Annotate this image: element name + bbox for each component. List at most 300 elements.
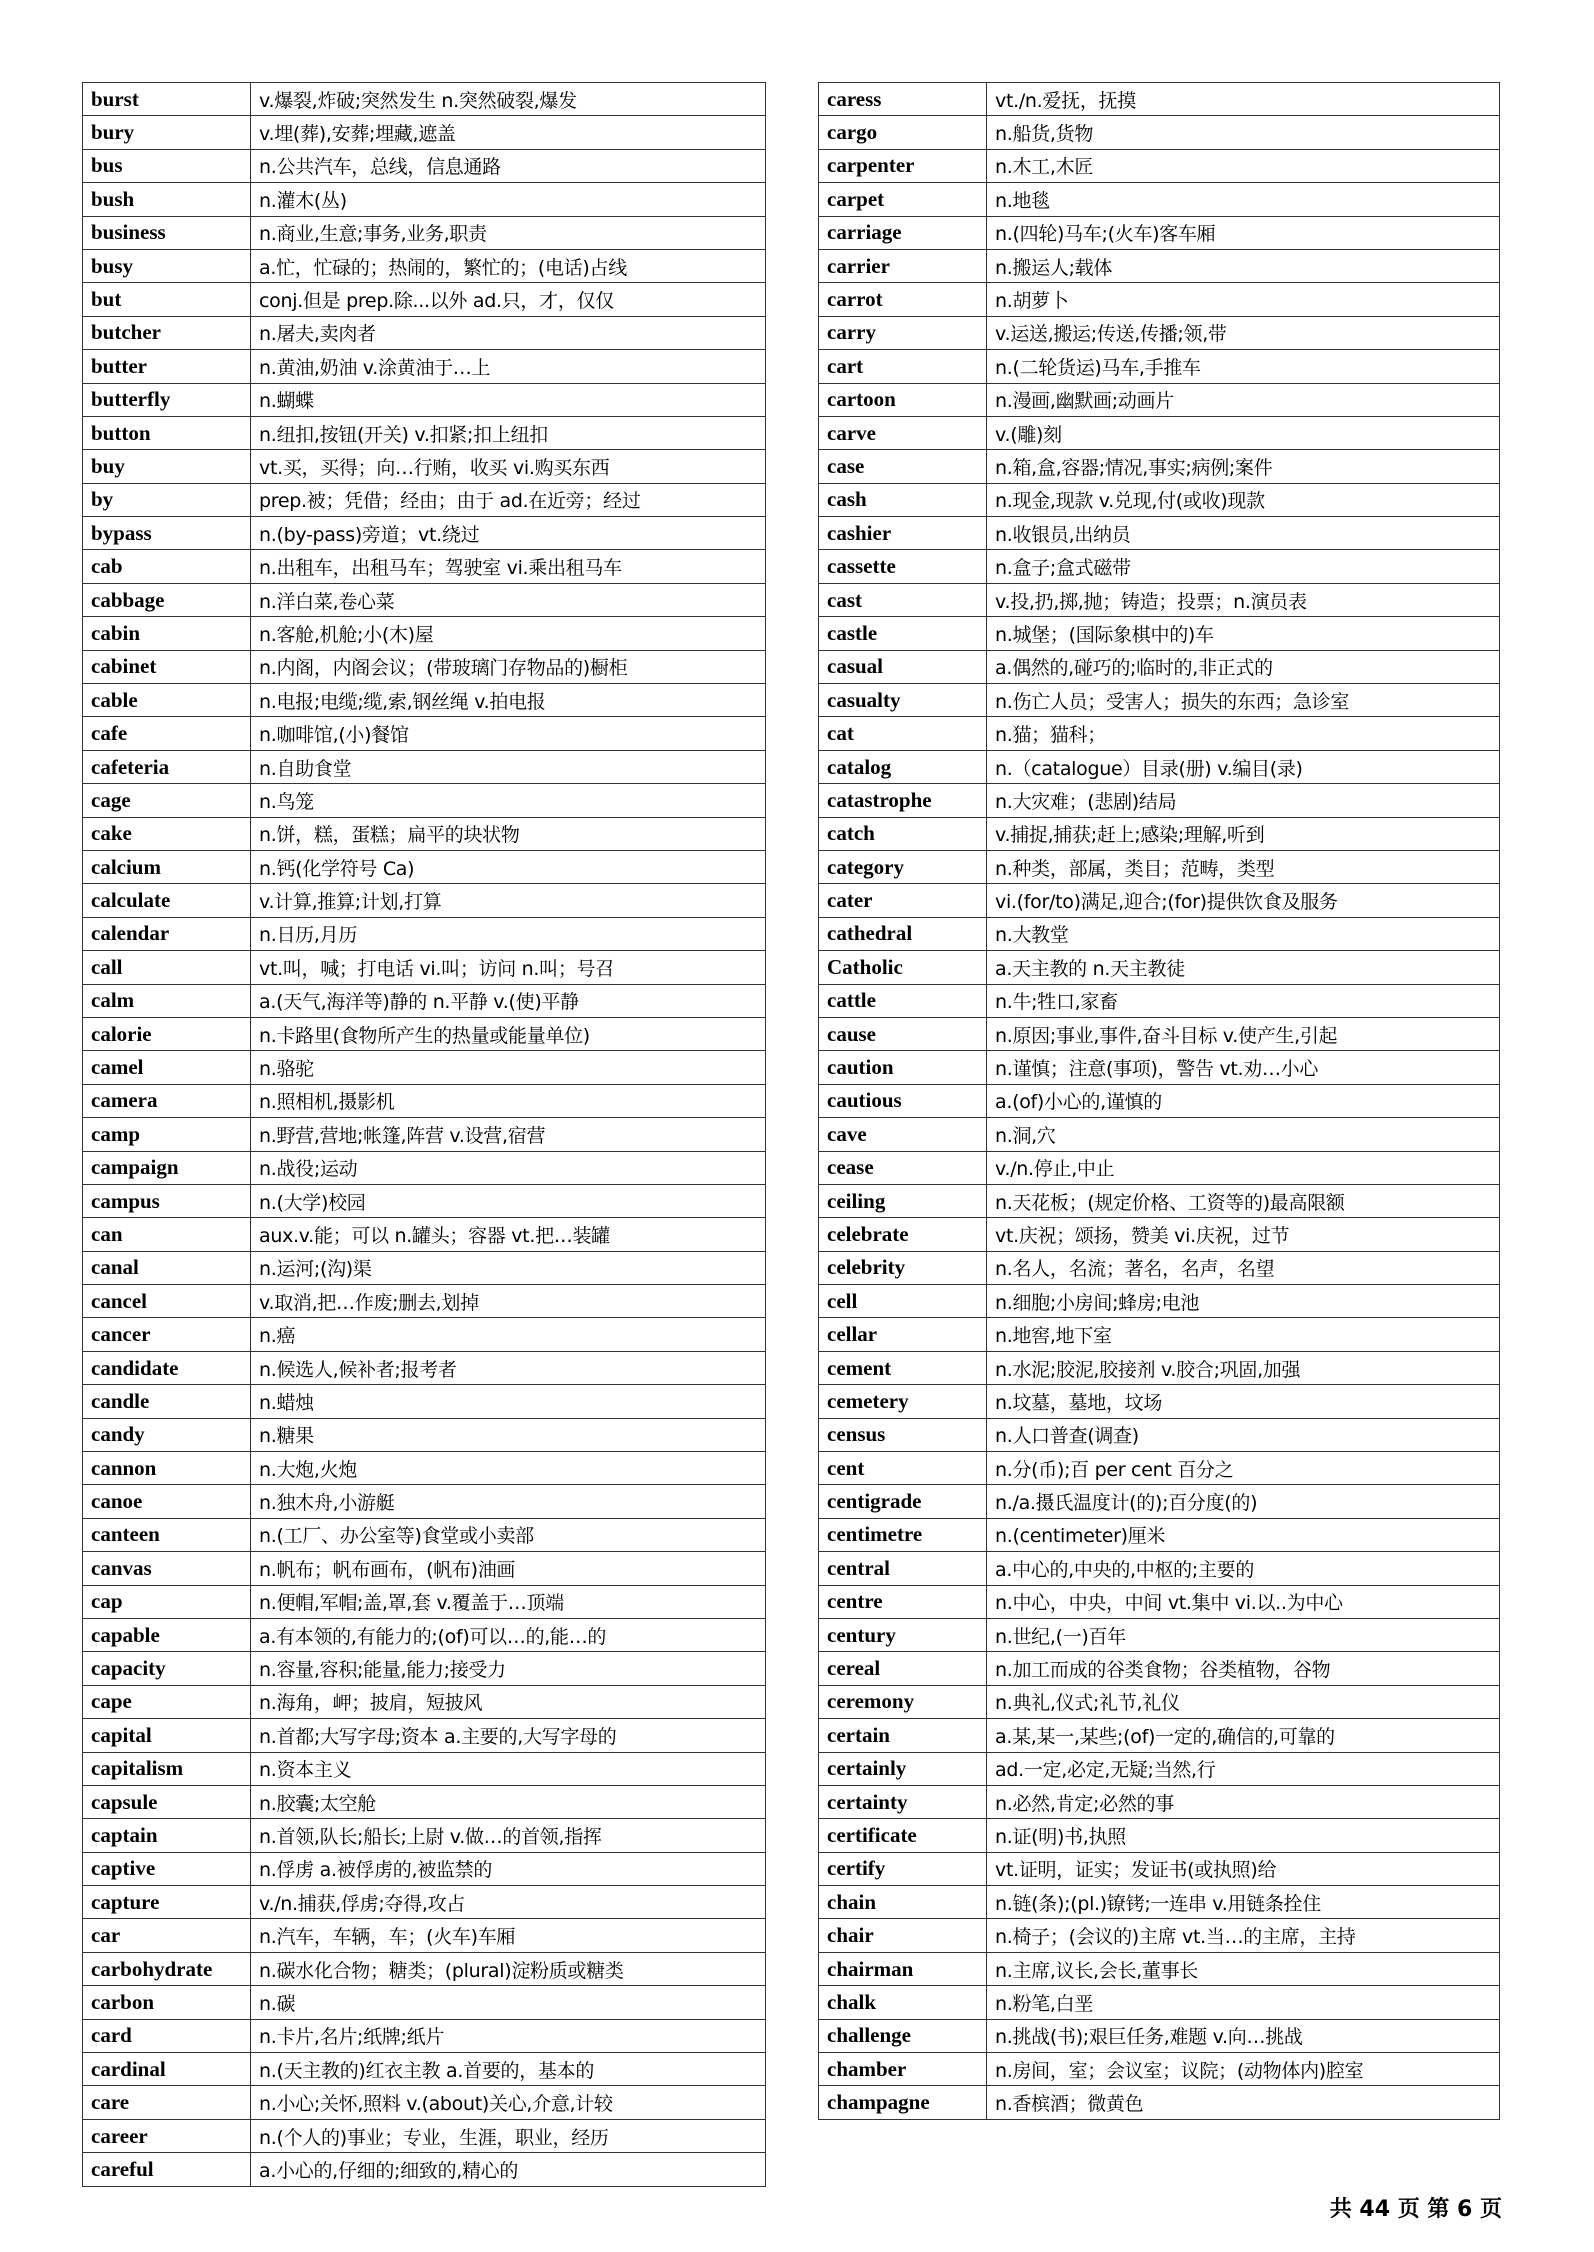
vocab-definition: n.俘虏 a.被俘虏的,被监禁的 (251, 1852, 766, 1885)
vocab-definition: n.（catalogue）目录(册) v.编目(录) (987, 750, 1500, 783)
vocab-definition: aux.v.能；可以 n.罐头；容器 vt.把…装罐 (251, 1218, 766, 1251)
vocab-row (819, 149, 1500, 182)
vocab-row (83, 1986, 766, 2019)
vocab-row (819, 1418, 1500, 1451)
vocab-word: caution (819, 1051, 987, 1084)
vocab-definition: n.人口普查(调查) (987, 1418, 1500, 1451)
vocab-word: cease (819, 1151, 987, 1184)
vocab-word: capable (83, 1618, 251, 1651)
vocab-definition: n.证(明)书,执照 (987, 1819, 1500, 1852)
vocab-word: buy (83, 450, 251, 483)
vocab-definition: n./a.摄氏温度计(的);百分度(的) (987, 1485, 1500, 1518)
vocab-definition: n.漫画,幽默画;动画片 (987, 383, 1500, 416)
vocab-row (819, 1685, 1500, 1718)
vocab-definition: n.(by-pass)旁道；vt.绕过 (251, 517, 766, 550)
vocab-row (819, 316, 1500, 349)
vocab-row (83, 1819, 766, 1852)
vocab-row (83, 1618, 766, 1651)
vocab-word: capture (83, 1886, 251, 1919)
vocab-word: bypass (83, 517, 251, 550)
vocab-row (819, 1485, 1500, 1518)
vocab-row (819, 1351, 1500, 1384)
vocab-row (83, 1719, 766, 1752)
vocab-word: cafeteria (83, 750, 251, 783)
vocab-word: centre (819, 1585, 987, 1618)
vocab-word: certify (819, 1852, 987, 1885)
vocab-row (819, 583, 1500, 616)
vocab-word: cathedral (819, 917, 987, 950)
vocab-row (819, 1952, 1500, 1985)
vocab-definition: n.名人，名流；著名，名声，名望 (987, 1251, 1500, 1284)
vocab-definition: n.(个人的)事业；专业，生涯，职业，经历 (251, 2119, 766, 2152)
vocab-row (819, 1986, 1500, 2019)
vocab-row (819, 416, 1500, 449)
vocab-word: chairman (819, 1952, 987, 1985)
vocab-word: cashier (819, 517, 987, 550)
vocab-definition: n.汽车，车辆，车；(火车)车厢 (251, 1919, 766, 1952)
vocab-definition: n.必然,肯定;必然的事 (987, 1785, 1500, 1818)
vocab-row (819, 750, 1500, 783)
vocab-definition: n.照相机,摄影机 (251, 1084, 766, 1117)
vocab-word: catalog (819, 750, 987, 783)
vocab-row (819, 1886, 1500, 1919)
vocab-word: bush (83, 183, 251, 216)
vocab-definition: n.候选人,候补者;报考者 (251, 1351, 766, 1384)
vocab-row (819, 1452, 1500, 1485)
vocab-definition: a.天主教的 n.天主教徒 (987, 951, 1500, 984)
vocab-word: campaign (83, 1151, 251, 1184)
vocab-word: card (83, 2019, 251, 2052)
vocab-row (83, 784, 766, 817)
vocab-row (819, 984, 1500, 1017)
vocab-definition: n.碳水化合物；糖类；(plural)淀粉质或糖类 (251, 1952, 766, 1985)
vocab-row (83, 350, 766, 383)
vocab-definition: v./n.停止,中止 (987, 1151, 1500, 1184)
vocab-row (83, 1151, 766, 1184)
vocab-definition: vi.(for/to)满足,迎合;(for)提供饮食及服务 (987, 884, 1500, 917)
vocab-word: carbon (83, 1986, 251, 2019)
vocab-row (819, 1852, 1500, 1885)
vocab-word: cart (819, 350, 987, 383)
vocab-word: bus (83, 149, 251, 182)
vocab-row (83, 1017, 766, 1050)
vocab-word: category (819, 850, 987, 883)
vocab-definition: n.日历,月历 (251, 917, 766, 950)
vocab-row (819, 1285, 1500, 1318)
vocab-definition: vt.证明，证实；发证书(或执照)给 (987, 1852, 1500, 1885)
vocab-word: care (83, 2086, 251, 2119)
vocab-definition: n.卡片,名片;纸牌;纸片 (251, 2019, 766, 2052)
vocab-row (83, 817, 766, 850)
vocab-definition: n.运河;(沟)渠 (251, 1251, 766, 1284)
vocab-definition: n.商业,生意;事务,业务,职责 (251, 216, 766, 249)
vocab-row (819, 2086, 1500, 2119)
vocab-word: cause (819, 1017, 987, 1050)
vocab-definition: n.胡萝卜 (987, 283, 1500, 316)
vocab-row (83, 517, 766, 550)
vocab-row (83, 1852, 766, 1885)
vocab-definition: v.取消,把…作废;删去,划掉 (251, 1285, 766, 1318)
vocab-word: burst (83, 83, 251, 116)
vocab-word: capital (83, 1719, 251, 1752)
vocab-row (83, 216, 766, 249)
vocab-definition: n.胶囊;太空舱 (251, 1785, 766, 1818)
vocab-definition: n.加工而成的谷类食物；谷类植物，谷物 (987, 1652, 1500, 1685)
vocab-word: chalk (819, 1986, 987, 2019)
vocab-definition: v.运送,搬运;传送,传播;领,带 (987, 316, 1500, 349)
vocab-row (819, 1251, 1500, 1284)
vocab-row (819, 617, 1500, 650)
page-number: 共 44 页 第 6 页 (1329, 2197, 1502, 2222)
vocab-definition: n.纽扣,按钮(开关) v.扣紧;扣上纽扣 (251, 416, 766, 449)
vocab-row (819, 183, 1500, 216)
vocab-row (819, 450, 1500, 483)
vocab-definition: v.捕捉,捕获;赶上;感染;理解,听到 (987, 817, 1500, 850)
vocab-word: business (83, 216, 251, 249)
vocab-row (819, 917, 1500, 950)
vocab-word: call (83, 951, 251, 984)
vocab-row (819, 2019, 1500, 2052)
vocab-definition: n.(大学)校园 (251, 1184, 766, 1217)
vocab-row (819, 2053, 1500, 2086)
vocab-definition: n.世纪,(一)百年 (987, 1618, 1500, 1651)
vocab-definition: n.首领,队长;船长;上尉 v.做…的首领,指挥 (251, 1819, 766, 1852)
vocab-word: butcher (83, 316, 251, 349)
vocab-word: celebrity (819, 1251, 987, 1284)
vocab-definition: n.容量,容积;能量,能力;接受力 (251, 1652, 766, 1685)
vocab-definition: n.碳 (251, 1986, 766, 2019)
vocab-row (819, 550, 1500, 583)
vocab-row (83, 1418, 766, 1451)
vocab-definition: v./n.捕获,俘虏;夺得,攻占 (251, 1886, 766, 1919)
vocab-word: caress (819, 83, 987, 116)
vocab-definition: n.船货,货物 (987, 116, 1500, 149)
vocab-word: carpet (819, 183, 987, 216)
vocab-word: butterfly (83, 383, 251, 416)
vocab-word: capitalism (83, 1752, 251, 1785)
vocab-definition: n.细胞;小房间;蜂房;电池 (987, 1285, 1500, 1318)
vocab-word: carrot (819, 283, 987, 316)
vocab-row (83, 550, 766, 583)
vocab-row (83, 1452, 766, 1485)
vocab-row (819, 1051, 1500, 1084)
vocab-row (819, 1518, 1500, 1551)
vocab-row (819, 784, 1500, 817)
vocab-word: certainty (819, 1785, 987, 1818)
vocab-row (819, 1819, 1500, 1852)
vocab-definition: n.内阁，内阁会议；(带玻璃门存物品的)橱柜 (251, 650, 766, 683)
vocab-row (819, 1752, 1500, 1785)
vocab-row (83, 1184, 766, 1217)
vocab-row (819, 884, 1500, 917)
vocab-word: capsule (83, 1785, 251, 1818)
vocab-definition: n.资本主义 (251, 1752, 766, 1785)
vocab-word: cartoon (819, 383, 987, 416)
vocab-row (83, 1886, 766, 1919)
vocab-definition: a.(天气,海洋等)静的 n.平静 v.(使)平静 (251, 984, 766, 1017)
vocab-word: Catholic (819, 951, 987, 984)
vocab-definition: n.自助食堂 (251, 750, 766, 783)
vocab-definition: vt.叫，喊；打电话 vi.叫；访问 n.叫；号召 (251, 951, 766, 984)
vocab-row (819, 249, 1500, 282)
vocab-row (83, 717, 766, 750)
vocab-word: cabinet (83, 650, 251, 683)
vocab-word: cardinal (83, 2053, 251, 2086)
vocab-word: challenge (819, 2019, 987, 2052)
vocab-definition: n.木工,木匠 (987, 149, 1500, 182)
vocab-definition: a.偶然的,碰巧的;临时的,非正式的 (987, 650, 1500, 683)
vocab-table-left (82, 82, 766, 2187)
vocab-word: ceiling (819, 1184, 987, 1217)
vocab-definition: n.城堡；(国际象棋中的)车 (987, 617, 1500, 650)
vocab-definition: vt./n.爱抚，抚摸 (987, 83, 1500, 116)
vocab-word: cent (819, 1452, 987, 1485)
vocab-definition: n.主席,议长,会长,董事长 (987, 1952, 1500, 1985)
vocab-definition: a.(of)小心的,谨慎的 (987, 1084, 1500, 1117)
vocab-definition: a.某,某一,某些;(of)一定的,确信的,可靠的 (987, 1719, 1500, 1752)
vocab-word: by (83, 483, 251, 516)
vocab-definition: n.猫；猫科； (987, 717, 1500, 750)
vocab-definition: n.客舱,机舱;小(木)屋 (251, 617, 766, 650)
vocab-row (83, 850, 766, 883)
vocab-row (83, 917, 766, 950)
vocab-definition: n.盒子;盒式磁带 (987, 550, 1500, 583)
vocab-word: century (819, 1618, 987, 1651)
vocab-row (83, 650, 766, 683)
vocab-row (819, 1184, 1500, 1217)
vocab-word: canal (83, 1251, 251, 1284)
vocab-word: ceremony (819, 1685, 987, 1718)
vocab-row (819, 1552, 1500, 1585)
vocab-row (83, 283, 766, 316)
vocab-row (83, 1118, 766, 1151)
vocab-definition: v.埋(葬),安葬;埋藏,遮盖 (251, 116, 766, 149)
vocab-row (83, 1919, 766, 1952)
vocab-word: cell (819, 1285, 987, 1318)
vocab-row (819, 483, 1500, 516)
vocab-row (819, 817, 1500, 850)
vocab-definition: n.灌木(丛) (251, 183, 766, 216)
vocab-row (83, 1952, 766, 1985)
vocab-row (819, 216, 1500, 249)
vocab-word: cab (83, 550, 251, 583)
vocab-word: cautious (819, 1084, 987, 1117)
vocab-word: certificate (819, 1819, 987, 1852)
vocab-definition: n.典礼,仪式;礼节,礼仪 (987, 1685, 1500, 1718)
vocab-definition: n.箱,盒,容器;情况,事实;病例;案件 (987, 450, 1500, 483)
vocab-definition: n.黄油,奶油 v.涂黄油于…上 (251, 350, 766, 383)
vocab-definition: n.帆布；帆布画布，(帆布)油画 (251, 1552, 766, 1585)
vocab-row (819, 684, 1500, 717)
vocab-row (819, 717, 1500, 750)
vocab-definition: n.牛;牲口,家畜 (987, 984, 1500, 1017)
vocab-definition: a.有本领的,有能力的;(of)可以…的,能…的 (251, 1618, 766, 1651)
vocab-word: certain (819, 1719, 987, 1752)
vocab-definition: ad.一定,必定,无疑;当然,行 (987, 1752, 1500, 1785)
vocab-word: carpenter (819, 149, 987, 182)
vocab-word: cafe (83, 717, 251, 750)
vocab-row (83, 1218, 766, 1251)
vocab-word: campus (83, 1184, 251, 1217)
vocab-definition: n.野营,营地;帐篷,阵营 v.设营,宿营 (251, 1118, 766, 1151)
vocab-definition: n.水泥;胶泥,胶接剂 v.胶合;巩固,加强 (987, 1351, 1500, 1384)
vocab-definition: n.椅子；(会议的)主席 vt.当…的主席，主持 (987, 1919, 1500, 1952)
vocab-definition: n.(二轮货运)马车,手推车 (987, 350, 1500, 383)
vocab-word: cereal (819, 1652, 987, 1685)
vocab-definition: conj.但是 prep.除...以外 ad.只，才，仅仅 (251, 283, 766, 316)
vocab-definition: n.天花板；(规定价格、工资等的)最高限额 (987, 1184, 1500, 1217)
vocab-definition: n.原因;事业,事件,奋斗目标 v.使产生,引起 (987, 1017, 1500, 1050)
vocab-definition: n.地毯 (987, 183, 1500, 216)
vocab-row (819, 1618, 1500, 1651)
vocab-word: cattle (819, 984, 987, 1017)
vocab-row (83, 1051, 766, 1084)
vocab-definition: n.海角，岬；披肩，短披风 (251, 1685, 766, 1718)
vocab-row (83, 416, 766, 449)
vocab-word: champagne (819, 2086, 987, 2119)
vocab-word: centimetre (819, 1518, 987, 1551)
vocab-definition: n.中心，中央，中间 vt.集中 vi.以..为中心 (987, 1585, 1500, 1618)
vocab-word: catch (819, 817, 987, 850)
vocab-word: candle (83, 1385, 251, 1418)
vocab-row (83, 1552, 766, 1585)
vocab-row (83, 1785, 766, 1818)
vocab-word: calendar (83, 917, 251, 950)
vocab-row (83, 884, 766, 917)
vocab-row (819, 116, 1500, 149)
vocab-definition: n.首都;大写字母;资本 a.主要的,大写字母的 (251, 1719, 766, 1752)
vocab-table-left-body (83, 83, 766, 2187)
vocab-word: captain (83, 1819, 251, 1852)
vocab-word: certainly (819, 1752, 987, 1785)
vocab-word: cap (83, 1585, 251, 1618)
vocab-definition: n.出租车，出租马车；驾驶室 vi.乘出租马车 (251, 550, 766, 583)
vocab-word: career (83, 2119, 251, 2152)
vocab-word: button (83, 416, 251, 449)
vocab-word: canvas (83, 1552, 251, 1585)
vocab-row (819, 850, 1500, 883)
vocab-word: cabbage (83, 583, 251, 616)
vocab-row (819, 1719, 1500, 1752)
vocab-word: canteen (83, 1518, 251, 1551)
vocab-row (83, 2119, 766, 2152)
vocab-definition: n.种类，部属，类目；范畴，类型 (987, 850, 1500, 883)
vocab-definition: n.咖啡馆,(小)餐馆 (251, 717, 766, 750)
vocab-word: camel (83, 1051, 251, 1084)
vocab-word: calm (83, 984, 251, 1017)
vocab-row (83, 1585, 766, 1618)
vocab-word: calcium (83, 850, 251, 883)
vocab-word: cater (819, 884, 987, 917)
vocab-definition: n.香槟酒；微黄色 (987, 2086, 1500, 2119)
vocab-definition: n.链(条);(pl.)镣铐;一连串 v.用链条拴住 (987, 1886, 1500, 1919)
vocab-definition: n.癌 (251, 1318, 766, 1351)
vocab-definition: n.挑战(书);艰巨任务,难题 v.向…挑战 (987, 2019, 1500, 2052)
vocab-word: chamber (819, 2053, 987, 2086)
vocab-row (83, 583, 766, 616)
vocab-word: cancel (83, 1285, 251, 1318)
vocab-word: butter (83, 350, 251, 383)
vocab-word: candy (83, 1418, 251, 1451)
vocab-word: camera (83, 1084, 251, 1117)
vocab-row (83, 1752, 766, 1785)
vocab-row (83, 450, 766, 483)
vocab-row (819, 1084, 1500, 1117)
vocab-word: camp (83, 1118, 251, 1151)
vocab-row (83, 1385, 766, 1418)
vocab-row (83, 1685, 766, 1718)
vocab-word: canoe (83, 1485, 251, 1518)
vocab-word: casualty (819, 684, 987, 717)
vocab-definition: n.房间，室；会议室；议院；(动物体内)腔室 (987, 2053, 1500, 2086)
vocab-definition: n.(天主教的)红衣主教 a.首要的，基本的 (251, 2053, 766, 2086)
vocab-row (819, 1585, 1500, 1618)
vocab-word: case (819, 450, 987, 483)
vocab-definition: n.糖果 (251, 1418, 766, 1451)
vocab-definition: n.大教堂 (987, 917, 1500, 950)
vocab-definition: a.中心的,中央的,中枢的;主要的 (987, 1552, 1500, 1585)
vocab-row (819, 1652, 1500, 1685)
vocab-definition: n.伤亡人员；受害人；损失的东西；急诊室 (987, 684, 1500, 717)
vocab-definition: n.蝴蝶 (251, 383, 766, 416)
vocab-row (819, 517, 1500, 550)
vocab-definition: n.小心;关怀,照料 v.(about)关心,介意,计较 (251, 2086, 766, 2119)
vocab-row (83, 383, 766, 416)
vocab-row (819, 1151, 1500, 1184)
vocab-table-right (818, 82, 1500, 2120)
vocab-definition: vt.庆祝；颂扬，赞美 vi.庆祝，过节 (987, 1218, 1500, 1251)
vocab-word: can (83, 1218, 251, 1251)
vocab-word: calculate (83, 884, 251, 917)
vocab-definition: n.(centimeter)厘米 (987, 1518, 1500, 1551)
vocab-definition: n.坟墓，墓地，坟场 (987, 1385, 1500, 1418)
vocab-definition: v.计算,推算;计划,打算 (251, 884, 766, 917)
vocab-word: central (819, 1552, 987, 1585)
vocab-word: carve (819, 416, 987, 449)
vocab-row (83, 116, 766, 149)
vocab-word: chair (819, 1919, 987, 1952)
vocab-row (83, 1251, 766, 1284)
vocab-definition: n.公共汽车，总线，信息通路 (251, 149, 766, 182)
vocab-row (819, 350, 1500, 383)
vocab-word: busy (83, 249, 251, 282)
vocab-word: celebrate (819, 1218, 987, 1251)
vocab-definition: n.蜡烛 (251, 1385, 766, 1418)
vocab-table-right-body (819, 83, 1500, 2120)
vocab-row (83, 249, 766, 282)
vocab-word: cemetery (819, 1385, 987, 1418)
vocab-word: cabin (83, 617, 251, 650)
vocab-word: cement (819, 1351, 987, 1384)
vocab-definition: a.忙，忙碌的；热闹的，繁忙的；(电话)占线 (251, 249, 766, 282)
vocab-word: cash (819, 483, 987, 516)
vocab-row (83, 183, 766, 216)
vocab-definition: n.卡路里(食物所产生的热量或能量单位) (251, 1017, 766, 1050)
vocab-definition: v.投,扔,掷,抛；铸造；投票；n.演员表 (987, 583, 1500, 616)
vocab-row (819, 650, 1500, 683)
vocab-row (83, 2086, 766, 2119)
vocab-row (819, 283, 1500, 316)
vocab-word: bury (83, 116, 251, 149)
vocab-word: chain (819, 1886, 987, 1919)
vocab-word: cable (83, 684, 251, 717)
vocab-definition: n.便帽,军帽;盖,罩,套 v.覆盖于…顶端 (251, 1585, 766, 1618)
vocab-row (819, 951, 1500, 984)
vocab-definition: n.搬运人;载体 (987, 249, 1500, 282)
vocab-definition: n.洞,穴 (987, 1118, 1500, 1151)
vocab-word: cannon (83, 1452, 251, 1485)
vocab-word: cat (819, 717, 987, 750)
